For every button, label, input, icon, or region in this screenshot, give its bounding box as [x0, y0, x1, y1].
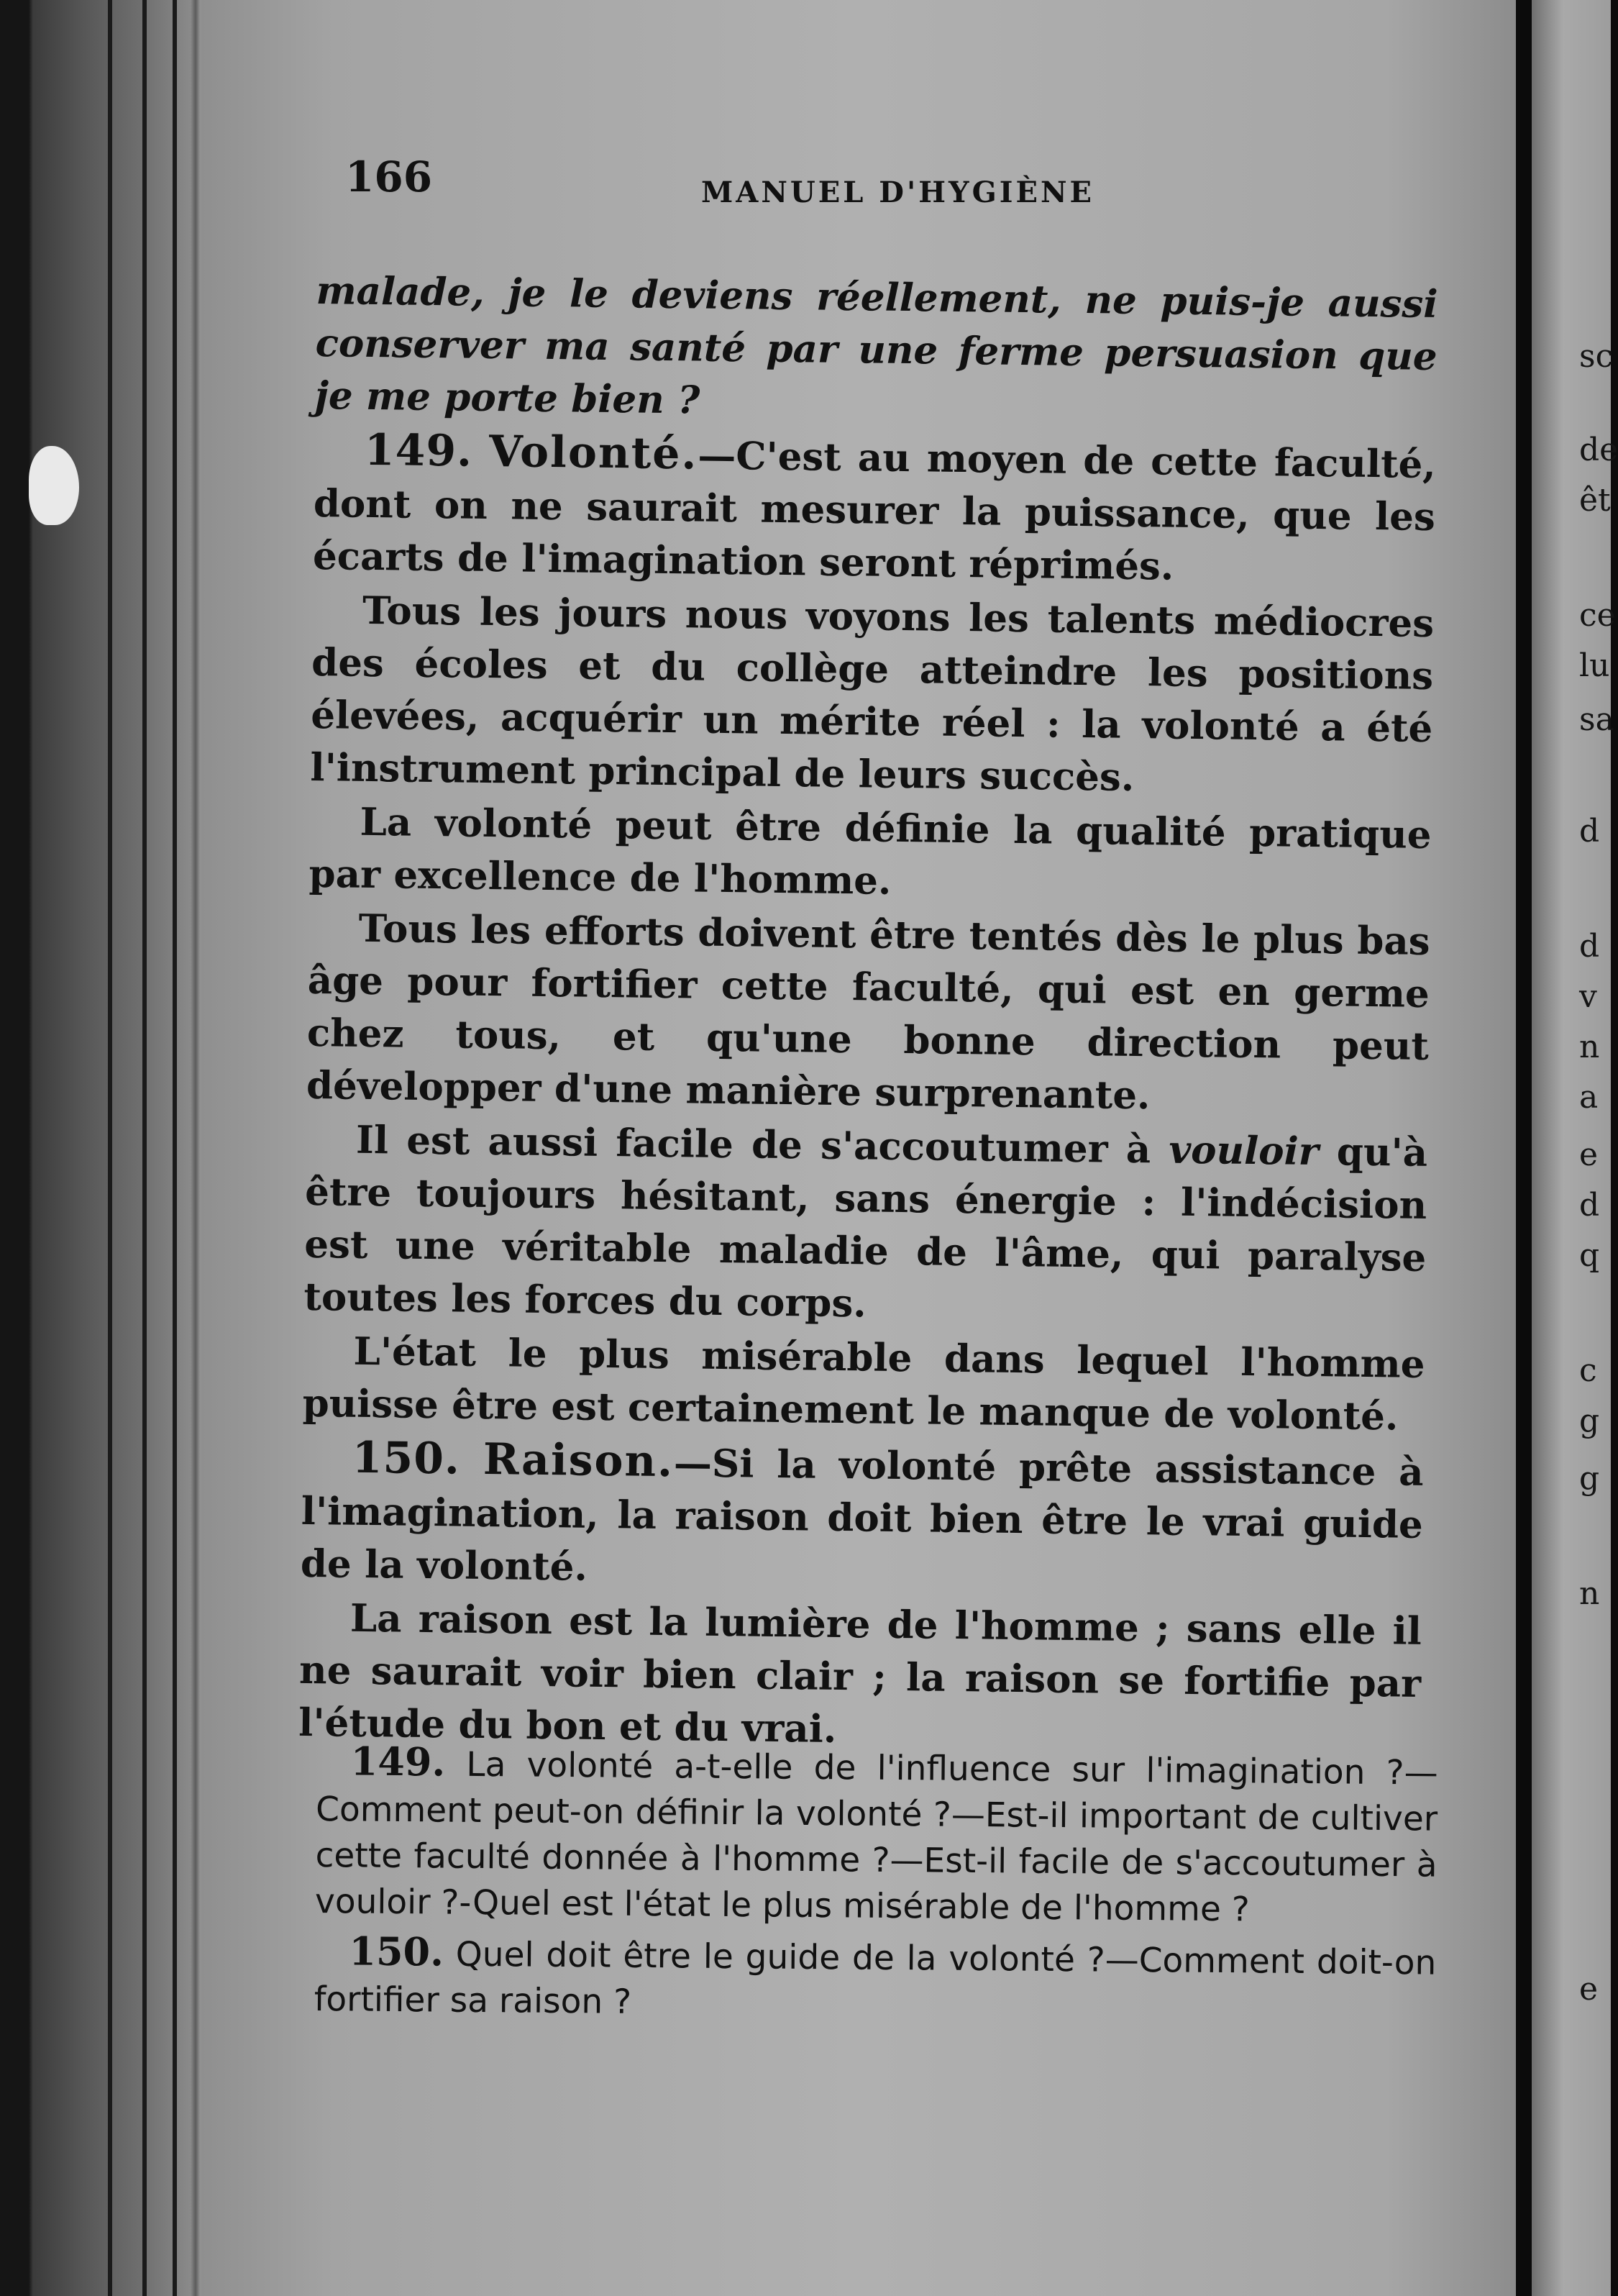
paragraph: La volonté peut être définie la qualité pratique par excellence de l'homme. — [308, 799, 1432, 903]
adjacent-page-fragment: g — [1579, 1403, 1600, 1439]
page-edge-line — [142, 0, 147, 2296]
adjacent-page-fragment: de — [1579, 432, 1618, 468]
page-gutter — [1516, 0, 1532, 2296]
question-text: Quel doit être le guide de la volonté ?—Comment doit-on fortifier sa raison ? — [314, 1934, 1437, 2022]
adjacent-page-fragment: d — [1579, 928, 1600, 965]
paper-blot — [29, 446, 79, 525]
question-text: La volonté a-t-elle de l'influence sur l'imagination ?—Comment peut-on définir la volonté ?—Est-il important de cultiver cette faculté donnée à l'homme ?—Est-il facile de s'accoutumer à vouloir ?-Quel est l'état le plus misérable de l'homme ? — [314, 1744, 1438, 1930]
adjacent-page-fragment: v — [1579, 978, 1597, 1015]
section-number: 150. — [352, 1432, 461, 1485]
page-number: 166 — [345, 152, 433, 201]
section-150-lead — [300, 1431, 1424, 1604]
adjacent-page-fragment: d — [1579, 1187, 1600, 1224]
paragraph: —Si la volonté prête assistance à l'imagination, la raison doit bien être le vrai guide de la volonté. — [300, 1441, 1424, 1590]
adjacent-page-fragment: n — [1579, 1029, 1600, 1065]
paragraph: Tous les jours nous voyons les talents médiocres des écoles et du collège atteindre les positions élevées, acquérir un mérite réel : la volonté a été l'instrument principal de leurs succès. — [310, 588, 1435, 800]
adjacent-page-fragment: sc — [1579, 338, 1614, 375]
paragraph-part: Il est aussi facile de s'accoutumer à — [355, 1117, 1169, 1172]
paragraph: Tous les efforts doivent être tentés dès le plus bas âge pour fortifier cette faculté, qui est en germe chez tous, et qu'une bonne direction peut développer d'une manière surprenante. — [306, 906, 1430, 1119]
section-title: Raison. — [483, 1434, 675, 1488]
question-number: 149. — [350, 1738, 446, 1785]
question-block — [314, 1928, 1437, 2033]
adjacent-page-fragment: lu — [1579, 647, 1610, 684]
paragraph: L'état le plus misérable dans lequel l'homme puisse être est certainement le manque de volonté. — [302, 1329, 1425, 1439]
adjacent-page-fragment: sa — [1579, 701, 1614, 738]
section-149-lead — [313, 424, 1437, 596]
adjacent-page-fragment: q — [1579, 1237, 1600, 1274]
running-head: MANUEL D'HYGIÈNE — [701, 176, 1094, 209]
adjacent-page-fragment: ce — [1579, 597, 1616, 634]
question-block — [315, 1738, 1438, 1935]
question-number: 150. — [349, 1928, 444, 1975]
adjacent-page-fragment: a — [1579, 1079, 1599, 1116]
adjacent-page-fragment: êt — [1579, 482, 1611, 519]
adjacent-page-fragment: g — [1579, 1460, 1600, 1497]
paragraph — [303, 1113, 1427, 1337]
adjacent-page-fragment: d — [1579, 813, 1600, 849]
intro-continuation: malade, je le deviens réellement, ne puis-je aussi conserver ma santé par une ferme persuasion que je me porte bien ? — [314, 268, 1438, 423]
adjacent-page-fragment: e — [1579, 1971, 1599, 2008]
section-number: 149. — [364, 424, 473, 477]
emphasized-word: vouloir — [1169, 1127, 1320, 1175]
page-edge-line — [173, 0, 177, 2296]
paragraph-part: qu'à être toujours hésitant, sans énergie : l'indécision est une véritable maladie de l'âme, qui paralyse toutes les forces du corps. — [303, 1129, 1428, 1326]
adjacent-page-fragment: e — [1579, 1136, 1599, 1173]
page-edge-line — [108, 0, 112, 2296]
section-title: Volonté. — [488, 426, 698, 480]
review-questions — [314, 1738, 1438, 2036]
adjacent-page-fragment: c — [1579, 1352, 1597, 1389]
body-text — [298, 265, 1438, 1764]
adjacent-page-fragment: n — [1579, 1575, 1600, 1612]
paragraph: —C'est au moyen de cette faculté, dont on ne saurait mesurer la puissance, que les écarts de l'imagination seront réprimés. — [312, 433, 1437, 589]
paragraph: La raison est la lumière de l'homme ; sans elle il ne saurait voir bien clair ; la raison se fortifie par l'étude du bon et du vrai. — [298, 1595, 1422, 1751]
stacked-page-edges — [0, 0, 216, 2296]
